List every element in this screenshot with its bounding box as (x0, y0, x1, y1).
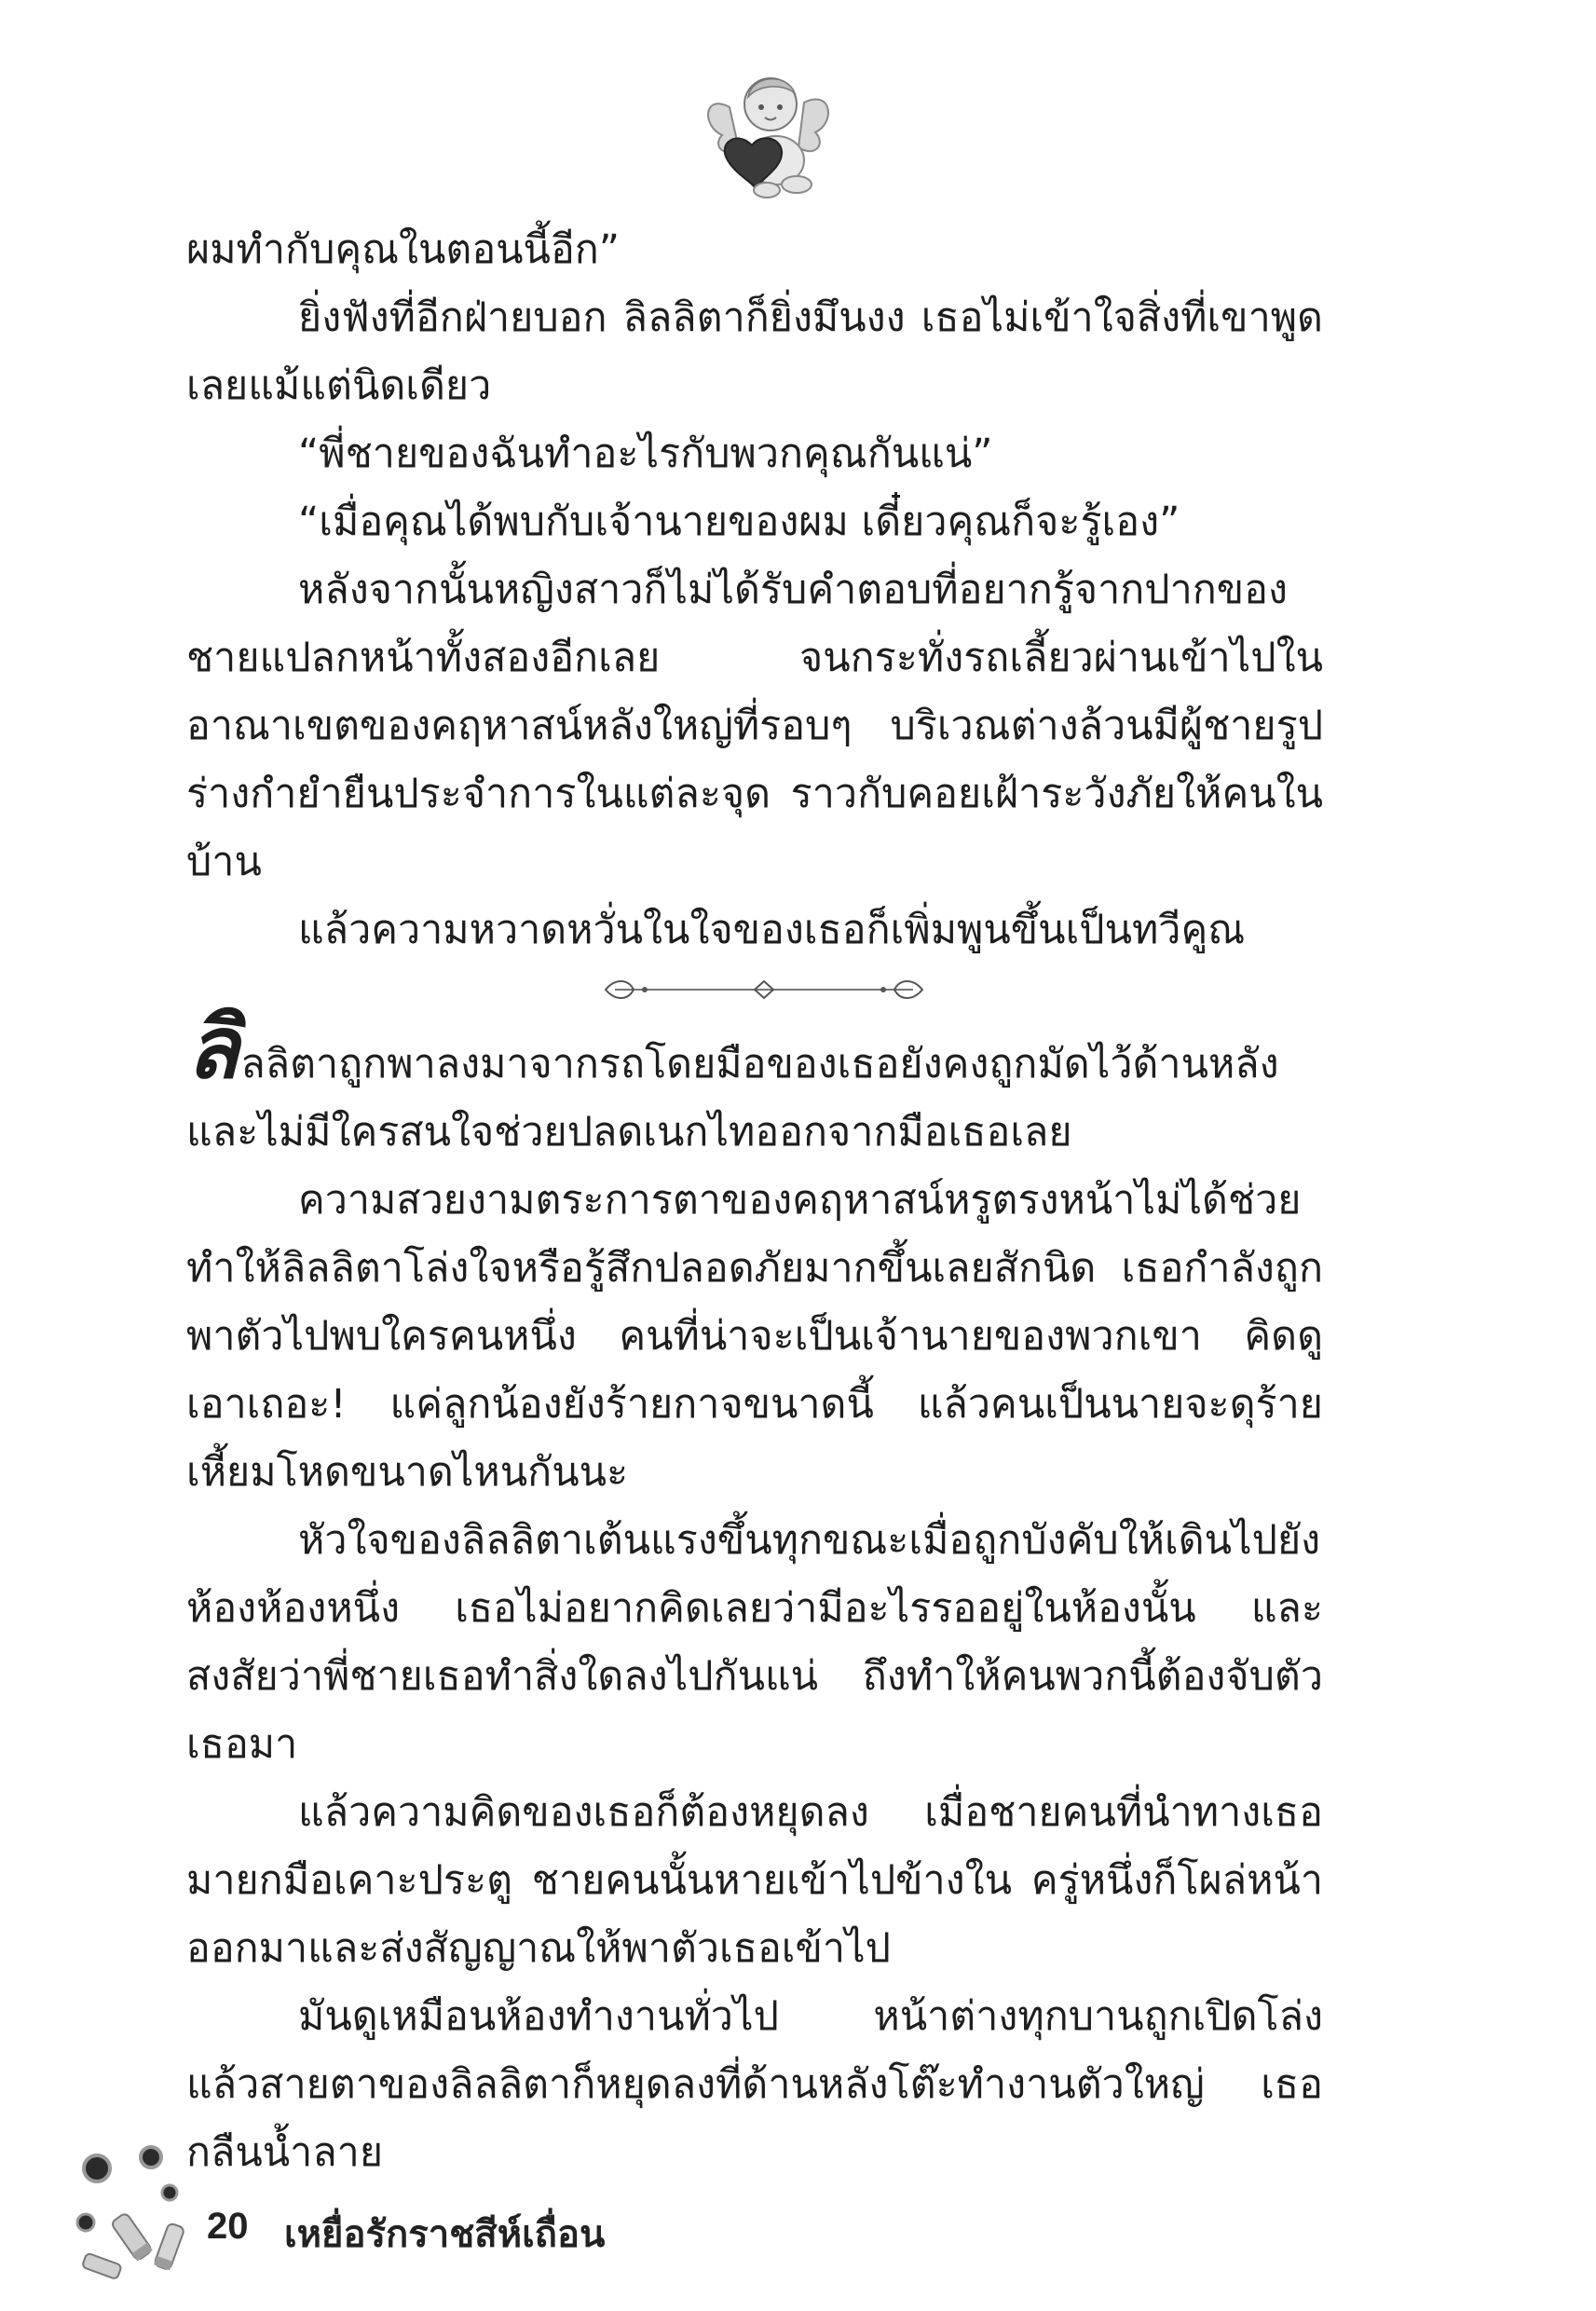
paragraph: แล้วความคิดของเธอก็ต้องหยุดลง เมื่อชายคนที่นำทางเธอมายกมือเคาะประตู ชายคนนั้นหายเข้าไปข้างใน ครู่หนึ่งก็โผล่หน้าออกมาและส่งสัญญาณให้พาตัวเธอเข้าไป (186, 1789, 1323, 1972)
drop-cap: ลิ (186, 998, 239, 1098)
paragraph-with-drop-cap: ลิลลิตาถูกพาลงมาจากรถโดยมือของเธอยังคงถูกมัดไว้ด้านหลัง และไม่มีใครสนใจช่วยปลดเนกไทออกจากมือเธอเลย (186, 998, 1279, 1156)
page-number: 20 (207, 2206, 249, 2247)
paragraph: ยิ่งฟังที่อีกฝ่ายบอก ลิลลิตาก็ยิ่งมึนงง เธอไม่เข้าใจสิ่งที่เขาพูดเลยแม้แต่นิดเดียว (186, 294, 1323, 409)
bullet-holes-and-casings-icon (65, 2139, 214, 2288)
book-title: เหยื่อรักราชสีห์เถื่อน (284, 2213, 606, 2256)
paragraph: “พี่ชายของฉันทำอะไรกับพวกคุณกันแน่” (298, 431, 993, 477)
paragraph: ผมทำกับคุณในตอนนี้อีก” (186, 226, 621, 273)
text-block-top (186, 216, 1323, 964)
cupid-holding-heart-icon (694, 56, 843, 205)
paragraph: มันดูเหมือนห้องทำงานทั่วไป หน้าต่างทุกบานถูกเปิดโล่ง แล้วสายตาของลิลลิตาก็หยุดลงที่ด้านหลังโต๊ะทำงานตัวใหญ่ เธอกลืนน้ำลาย (186, 1993, 1323, 2176)
flourish-divider-icon (596, 971, 932, 1008)
paragraph: ความสวยงามตระการตาของคฤหาสน์หรูตรงหน้าไม่ได้ช่วยทำให้ลิลลิตาโล่งใจหรือรู้สึกปลอดภัยมากขึ้นเลยสักนิด เธอกำลังถูกพาตัวไปพบใครคนหนึ่ง คนที่น่าจะเป็นเจ้านายของพวกเขา คิดดูเอาเถอะ! แค่ลูกน้องยังร้ายกาจขนาดนี้ แล้วคนเป็นนายจะดุร้ายเหี้ยมโหดขนาดไหนกันนะ (186, 1177, 1323, 1496)
paragraph: หัวใจของลิลลิตาเต้นแรงขึ้นทุกขณะเมื่อถูกบังคับให้เดินไปยังห้องห้องหนึ่ง เธอไม่อยากคิดเลยว่ามีอะไรรออยู่ในห้องนั้น และสงสัยว่าพี่ชายเธอทำสิ่งใดลงไปกันแน่ ถึงทำให้คนพวกนี้ต้องจับตัวเธอมา (186, 1517, 1323, 1768)
text-block-bottom (186, 998, 1323, 2187)
paragraph: แล้วความหวาดหวั่นในใจของเธอก็เพิ่มพูนขึ้นเป็นทวีคูณ (298, 907, 1246, 953)
paragraph: “เมื่อคุณได้พบกับเจ้านายของผม เดี๋ยวคุณก็จะรู้เอง” (298, 499, 1180, 545)
page-footer (65, 2139, 904, 2288)
paragraph: หลังจากนั้นหญิงสาวก็ไม่ได้รับคำตอบที่อยากรู้จากปากของชายแปลกหน้าทั้งสองอีกเลย จนกระทั่งรถเลี้ยวผ่านเข้าไปในอาณาเขตของคฤหาสน์หลังใหญ่ที่รอบๆ บริเวณต่างล้วนมีผู้ชายรูปร่างกำยำยืนประจำการในแต่ละจุด ราวกับคอยเฝ้าระวังภัยให้คนในบ้าน (186, 567, 1323, 885)
